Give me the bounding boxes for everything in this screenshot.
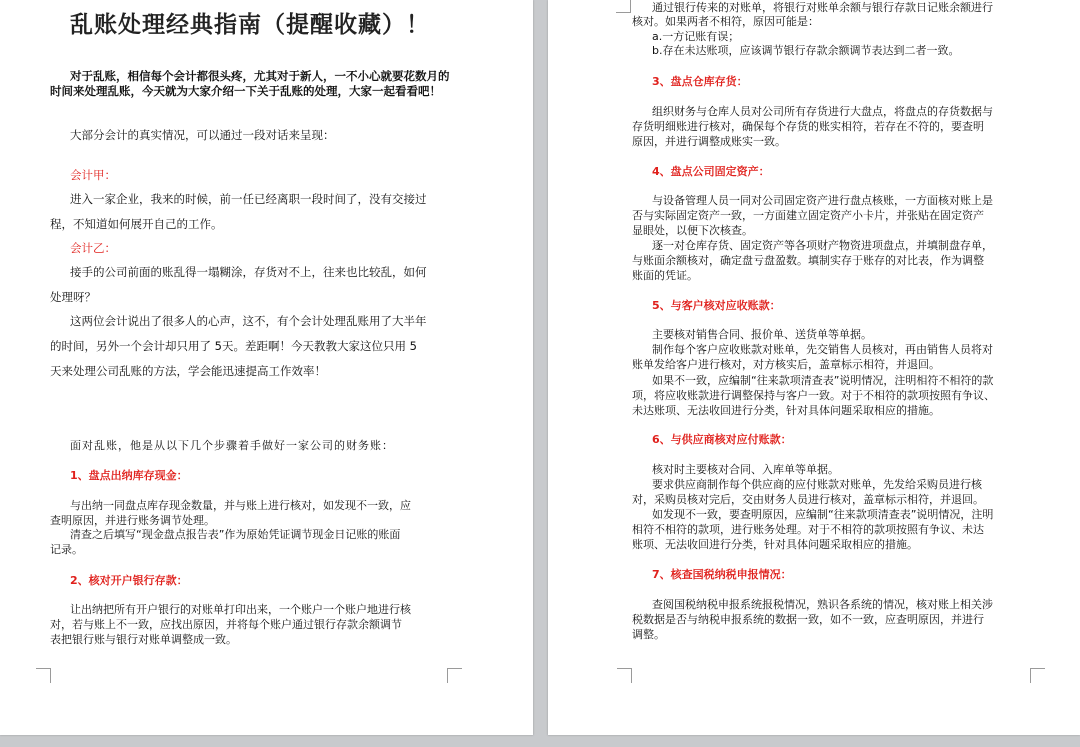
bank-reason-a: a.一方记账有误； [652, 30, 740, 43]
step-5-line-2: 制作每个客户应收账款对账单，先交销售人员核对，再由销售人员将对 [652, 343, 993, 356]
step-7-heading: 7、核查国税纳税申报情况： [652, 568, 792, 581]
speaker-a-label: 会计甲： [70, 168, 116, 182]
step-1-line-2: 查明原因，并进行账务调节处理。 [50, 514, 215, 527]
commentary-line-2: 的时间，另外一个会计却只用了 5天。差距啊！今天教教大家这位只用 5 [50, 339, 417, 353]
step-6-line-5: 相符不相符的款项，进行账务处理。对于不相符的款项按照有争议、未达 [632, 523, 984, 536]
step-5-line-5: 项，将应收账款进行调整保持与客户一致。对于不相符的款项按照有争议、 [632, 389, 995, 402]
bank-reason-b: b.存在未达账项，应该调节银行存款余额调节表达到二者一致。 [652, 44, 960, 57]
intro-line-1: 对于乱账，相信每个会计都很头疼，尤其对于新人，一不小心就要花数月的 [70, 69, 450, 83]
margin-corner-mark [617, 668, 632, 683]
margin-corner-mark [1030, 668, 1045, 683]
step-1-line-1: 与出纳一同盘点库存现金数量，并与账上进行核对，如发现不一致，应 [70, 499, 411, 512]
margin-corner-mark [36, 668, 51, 683]
step-4-line-1: 与设备管理人员一同对公司固定资产进行盘点核账，一方面核对账上是 [652, 194, 993, 207]
margin-corner-mark [616, 0, 631, 13]
step-4-heading: 4、盘点公司固定资产： [652, 165, 770, 178]
step-2-line-1: 让出纳把所有开户银行的对账单打印出来，一个账户一个账户地进行核 [70, 603, 411, 616]
speaker-b-line-2: 处理呀？ [50, 290, 96, 304]
step-6-line-2: 要求供应商制作每个供应商的应付账款对账单，先发给采购员进行核 [652, 478, 982, 491]
step-6-line-1: 核对时主要核对合同、入库单等单据。 [652, 463, 839, 476]
step-4-line-2: 否与实际固定资产一致，一方面建立固定资产小卡片，并张贴在固定资产 [632, 209, 984, 222]
speaker-a-line-2: 程，不知道如何展开自己的工作。 [50, 217, 223, 231]
commentary-line-1: 这两位会计说出了很多人的心声，这不，有个会计处理乱账用了大半年 [70, 314, 427, 328]
step-1-line-3: 清查之后填写“现金盘点报告表”作为原始凭证调节现金日记账的账面 [70, 528, 401, 541]
document-page-right [548, 0, 1080, 735]
steps-intro: 面对乱账，他是从以下几个步骤着手做好一家公司的财务账： [70, 439, 394, 452]
step-2-line-3: 表把银行账与银行对账单调整成一致。 [50, 633, 237, 646]
dialogue-intro: 大部分会计的真实情况，可以通过一段对话来呈现： [70, 128, 335, 142]
step-1-line-4: 记录。 [50, 543, 83, 556]
step-7-line-3: 调整。 [632, 628, 665, 641]
commentary-line-3: 天来处理公司乱账的方法，学会能迅速提高工作效率！ [50, 364, 326, 378]
step-4-line-3: 显眼处，以便下次核查。 [632, 224, 753, 237]
step-6-line-3: 对，采购员核对完后，交由财务人员进行核对，盖章标示相符，并退回。 [632, 493, 984, 506]
step-2-heading: 2、核对开户银行存款： [70, 574, 188, 587]
step-3-line-1: 组织财务与仓库人员对公司所有存货进行大盘点，将盘点的存货数据与 [652, 105, 993, 118]
speaker-a-line-1: 进入一家企业，我来的时候，前一任已经离职一段时间了，没有交接过 [70, 192, 427, 206]
bank-line-2: 核对。如果两者不相符，原因可能是： [632, 15, 819, 28]
step-2-line-2: 对，若与账上不一致，应找出原因，并将每个账户通过银行存款余额调节 [50, 618, 402, 631]
speaker-b-line-1: 接手的公司前面的账乱得一塌糊涂，存货对不上，往来也比较乱，如何 [70, 265, 427, 279]
step-5-line-6: 未达账项、无法收回进行分类，针对具体问题采取相应的措施。 [632, 404, 940, 417]
margin-corner-mark [447, 668, 462, 683]
speaker-b-label: 会计乙： [70, 241, 116, 255]
step-7-line-2: 税数据是否与纳税申报系统的数据一致，如不一致，应查明原因，并进行 [632, 613, 984, 626]
step-5-line-4: 如果不一致，应编制“往来款项清查表”说明情况，注明相符不相符的款 [652, 374, 994, 387]
bank-line-1: 通过银行传来的对账单，将银行对账单余额与银行存款日记账余额进行 [652, 1, 993, 14]
document-page-left [0, 0, 533, 735]
step-1-heading: 1、盘点出纳库存现金： [70, 469, 188, 482]
step-6-heading: 6、与供应商核对应付账款： [652, 433, 792, 446]
step-7-line-1: 查阅国税纳税申报系统报税情况，熟识各系统的情况，核对账上相关涉 [652, 598, 993, 611]
step-4-line-5: 与账面余额核对，确定盘亏盘盈数。填制实存于账存的对比表，作为调整 [632, 254, 984, 267]
step-5-heading: 5、与客户核对应收账款： [652, 299, 781, 312]
step-5-line-1: 主要核对销售合同、报价单、送货单等单据。 [652, 328, 872, 341]
step-3-line-2: 存货明细账进行核对，确保每个存货的账实相符，若存在不符的，要查明 [632, 120, 984, 133]
step-3-heading: 3、盘点仓库存货： [652, 75, 748, 88]
document-title: 乱账处理经典指南（提醒收藏）！ [70, 12, 430, 38]
step-6-line-4: 如发现不一致，要查明原因，应编制“往来款项清查表”说明情况，注明 [652, 508, 994, 521]
intro-line-2: 时间来处理乱账，今天就为大家介绍一下关于乱账的处理，大家一起看看吧！ [50, 84, 441, 98]
step-4-line-4: 逐一对仓库存货、固定资产等各项财产物资进项盘点，并填制盘存单， [652, 239, 993, 252]
step-5-line-3: 账单发给客户进行核对，对方核实后，盖章标示相符，并退回。 [632, 358, 940, 371]
step-3-line-3: 原因，并进行调整成账实一致。 [632, 135, 786, 148]
step-4-line-6: 账面的凭证。 [632, 269, 698, 282]
step-6-line-6: 账项、无法收回进行分类，针对具体问题采取相应的措施。 [632, 538, 918, 551]
